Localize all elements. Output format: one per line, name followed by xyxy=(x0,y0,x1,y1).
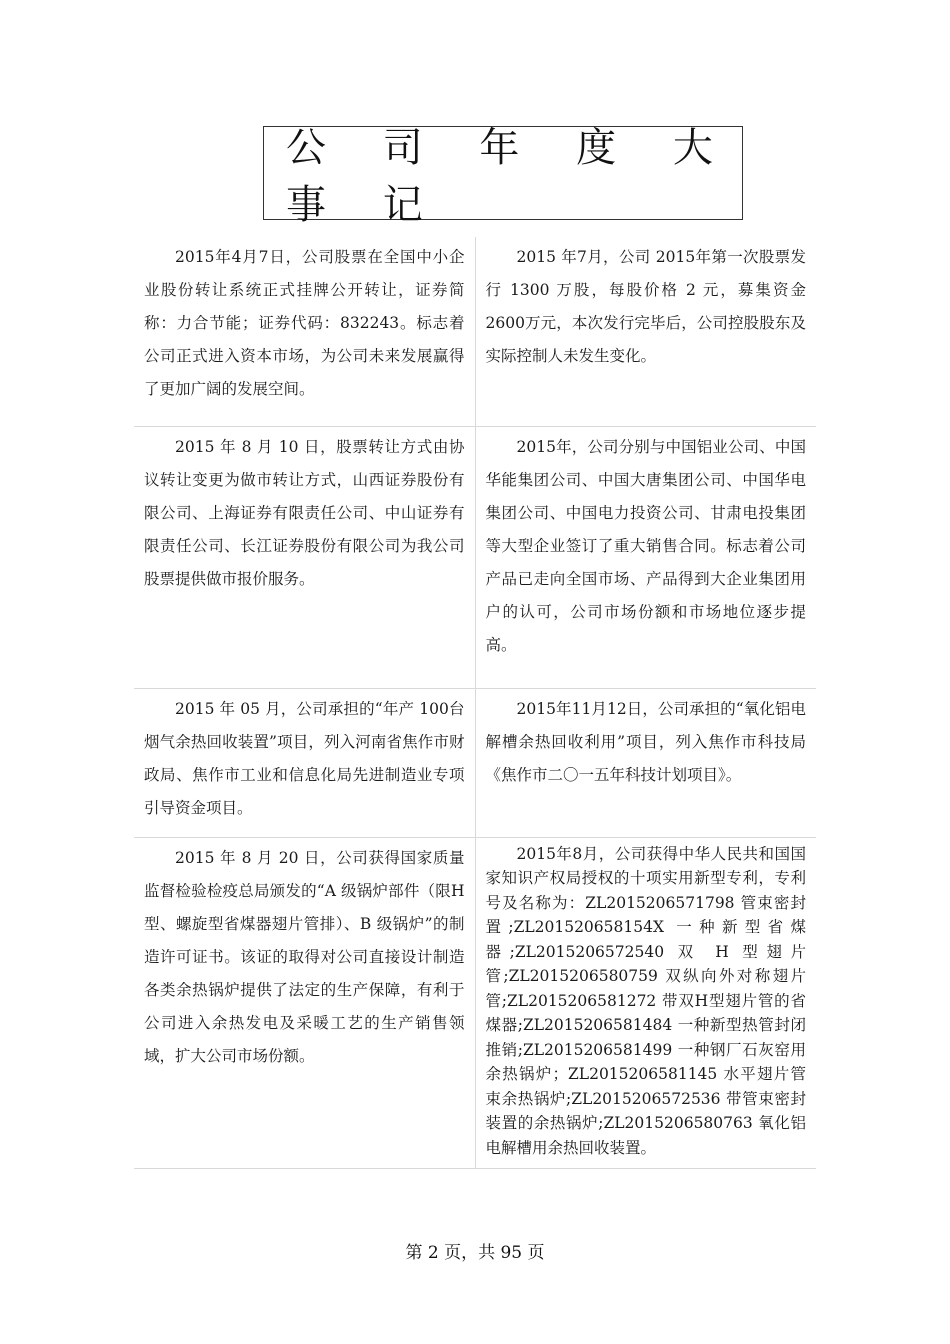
event-cell xyxy=(134,237,475,426)
event-text: 2015 年7月，公司 2015年第一次股票发行 1300 万股，每股价格 2 元，募集资金 2600万元，本次发行完毕后，公司控股股东及实际控制人未发生变化。 xyxy=(485,248,806,365)
event-cell xyxy=(475,837,816,1169)
event-text: 2015 年 05 月，公司承担的“年产 100台烟气余热回收装置”项目，列入河南省焦作市财政局、焦作市工业和信息化局先进制造业专项引导资金项目。 xyxy=(144,699,465,817)
page-title-box xyxy=(263,125,743,228)
event-cell xyxy=(134,688,475,837)
table-row xyxy=(134,426,816,688)
event-text: 2015 年 8 月 20 日，公司获得国家质量监督检验检疫总局颁发的“A 级锅炉部件（限H 型、螺旋型省煤器翅片管排）、B 级锅炉”的制造许可证书。该证的取得对公司直接设计制造各类余热锅炉提供了法定的生产保障，有利于公司进入余热发电及采暖工艺的生产销售领域，扩大公司市场份额。 xyxy=(144,848,465,1065)
table-row xyxy=(134,837,816,1169)
table-row xyxy=(134,688,816,837)
event-cell xyxy=(475,426,816,688)
event-cell xyxy=(134,837,475,1169)
page-title: 公 司 年 度 大 事 记 xyxy=(286,125,735,228)
event-cell xyxy=(475,688,816,837)
event-cell xyxy=(134,426,475,688)
page-number: 第 2 页，共 95 页 xyxy=(405,1243,545,1263)
event-text: 2015年，公司分别与中国铝业公司、中国华能集团公司、中国大唐集团公司、中国华电集团公司、中国电力投资公司、甘肃电投集团等大型企业签订了重大销售合同。标志着公司产品已走向全国市场、产品得到大企业集团用户的认可，公司市场份额和市场地位逐步提高。 xyxy=(485,437,806,654)
event-text: 2015年8月，公司获得中华人民共和国国家知识产权局授权的十项实用新型专利，专利号及名称为：ZL2015206571798 管束密封置;ZL201520658154X 一种新型省煤器;ZL2015206572540 双 H 型翅片管;ZL2015206580759 双纵向外对称翅片管;ZL2015206581272 带双H型翅片管的省煤器;ZL2015206581484 一种新型热管封闭推销;ZL2015206581499 一种钢厂石灰窑用余热锅炉；ZL2015206581145 水平翅片管束余热锅炉;ZL2015206572536 带管束密封装置的余热锅炉;ZL2015206580763 氧化铝电解槽用余热回收装置。 xyxy=(485,844,806,1157)
event-text: 2015年4月7日，公司股票在全国中小企业股份转让系统正式挂牌公开转让，证券简称：力合节能；证券代码：832243。标志着公司正式进入资本市场，为公司未来发展赢得了更加广阔的发展空间。 xyxy=(144,248,465,398)
event-cell xyxy=(475,237,816,426)
event-text: 2015 年 8 月 10 日，股票转让方式由协议转让变更为做市转让方式，山西证券股份有限公司、上海证券有限责任公司、中山证券有限责任公司、长江证券股份有限公司为我公司股票提供做市报价服务。 xyxy=(144,437,465,588)
events-table xyxy=(134,237,816,1169)
event-text: 2015年11月12日，公司承担的“氧化铝电解槽余热回收利用”项目，列入焦作市科技局《焦作市二〇一五年科技计划项目》。 xyxy=(485,699,806,784)
table-row xyxy=(134,237,816,426)
